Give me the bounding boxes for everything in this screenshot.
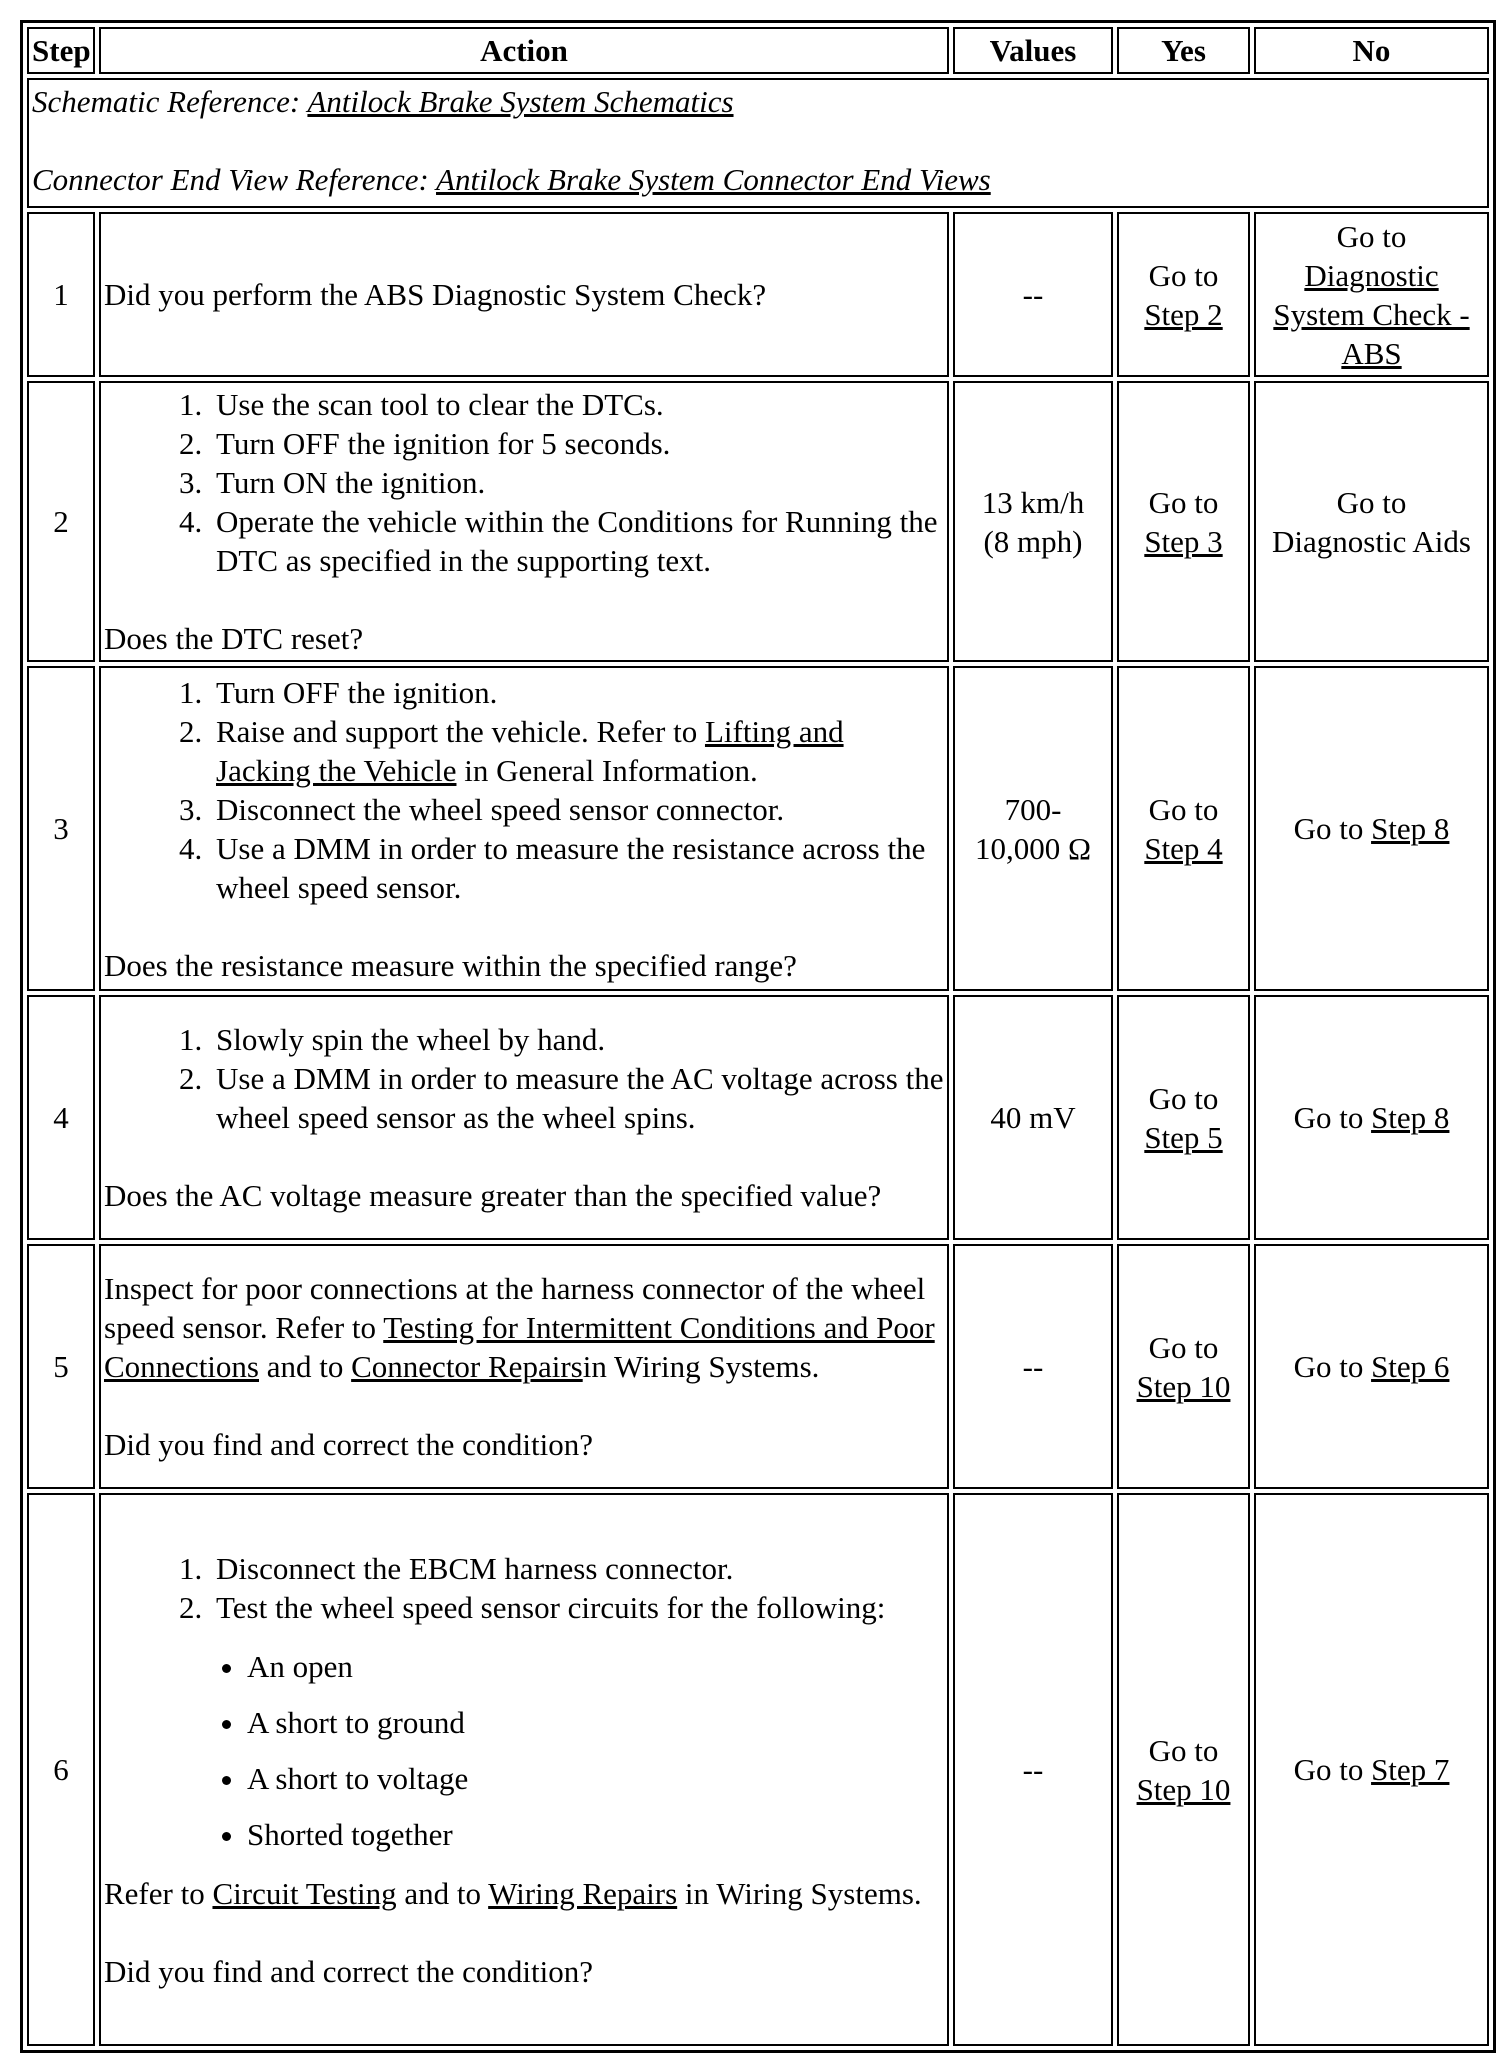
yes-link[interactable]: Step 3 xyxy=(1144,523,1223,559)
question: Does the DTC reset? xyxy=(104,621,364,656)
list-item xyxy=(210,712,944,790)
bullet-item: • An open xyxy=(247,1647,944,1686)
refer-text xyxy=(104,1874,944,1913)
yes-cell xyxy=(1117,1493,1250,2046)
value-line: 700- xyxy=(1004,791,1062,827)
action-steps-list xyxy=(104,1020,944,1137)
instruction-text-part: in Wiring Systems. xyxy=(582,1349,820,1384)
list-item: 3. Turn ON the ignition. xyxy=(210,463,944,502)
action-steps-list xyxy=(104,673,944,907)
intermittent-conditions-link[interactable]: Testing for Intermittent Conditions and Poor Connections xyxy=(104,1310,935,1384)
table-row-step-1 xyxy=(27,212,1489,377)
yes-cell xyxy=(1117,1244,1250,1489)
go-to-label: Go to xyxy=(1148,1329,1219,1365)
instruction-text-part: Inspect for poor connections at the harness connector of the wheel speed sensor. Refer to xyxy=(104,1271,926,1345)
action-cell xyxy=(99,666,949,991)
header-no: No xyxy=(1254,27,1489,74)
wiring-repairs-link[interactable]: Wiring Repairs xyxy=(488,1875,678,1911)
action-steps-list xyxy=(104,385,944,580)
go-to-label: Go to xyxy=(1336,484,1407,520)
go-to-label: Go to xyxy=(1148,1080,1219,1116)
bullet-list xyxy=(104,1647,944,1854)
yes-cell xyxy=(1117,995,1250,1240)
no-cell xyxy=(1254,995,1489,1240)
no-link[interactable]: Step 7 xyxy=(1371,1752,1450,1787)
value-cell: -- xyxy=(953,1493,1113,2046)
instruction-text-part: and to xyxy=(259,1349,352,1384)
list-item: 1. Turn OFF the ignition. xyxy=(210,673,944,712)
action-cell xyxy=(99,1244,949,1489)
schematic-reference xyxy=(32,82,1484,121)
step-number: 5 xyxy=(27,1244,95,1489)
header-action: Action xyxy=(99,27,949,74)
value-line: 13 km/h xyxy=(981,484,1085,520)
yes-link[interactable]: Step 10 xyxy=(1136,1368,1231,1404)
question: Did you find and correct the condition? xyxy=(104,1427,593,1462)
circuit-testing-link[interactable]: Circuit Testing xyxy=(212,1875,397,1911)
bullet-item: • A short to voltage xyxy=(247,1759,944,1798)
no-cell xyxy=(1254,1244,1489,1489)
header-row xyxy=(27,27,1489,74)
action-cell xyxy=(99,995,949,1240)
value-cell xyxy=(953,381,1113,662)
yes-link[interactable]: Step 2 xyxy=(1144,296,1223,332)
lifting-jacking-link[interactable]: Lifting and Jacking the Vehicle xyxy=(216,713,844,788)
go-to-label: Go to xyxy=(1148,484,1219,520)
list-item-text: in General Information. xyxy=(456,752,758,788)
value-line: 10,000 Ω xyxy=(974,830,1092,866)
instruction-text xyxy=(104,1269,944,1386)
diagnostic-table-wrapper xyxy=(20,20,1482,2053)
go-to-label: Go to xyxy=(1148,257,1219,293)
step-number: 3 xyxy=(27,666,95,991)
no-link[interactable]: Diagnostic System Check - ABS xyxy=(1273,257,1470,371)
bullet-item: • Shorted together xyxy=(247,1815,944,1854)
go-to-label: Go to xyxy=(1293,1752,1364,1787)
no-cell xyxy=(1254,1493,1489,2046)
action-cell xyxy=(99,212,949,377)
table-row-step-4 xyxy=(27,995,1489,1240)
reference-cell xyxy=(27,78,1489,208)
list-item: 1. Use the scan tool to clear the DTCs. xyxy=(210,385,944,424)
action-cell xyxy=(99,381,949,662)
question: Did you find and correct the condition? xyxy=(104,1953,593,1989)
no-cell xyxy=(1254,381,1489,662)
bullet-item: • A short to ground xyxy=(247,1703,944,1742)
no-target: Diagnostic Aids xyxy=(1272,523,1471,559)
header-yes: Yes xyxy=(1117,27,1250,74)
yes-link[interactable]: Step 4 xyxy=(1144,830,1223,866)
table-row-step-5 xyxy=(27,1244,1489,1489)
go-to-label: Go to xyxy=(1336,218,1407,254)
go-to-label: Go to xyxy=(1148,791,1219,827)
go-to-label: Go to xyxy=(1293,1349,1364,1384)
go-to-label: Go to xyxy=(1293,811,1364,846)
question: Does the resistance measure within the specified range? xyxy=(104,947,797,983)
action-cell xyxy=(99,1493,949,2046)
value-cell: -- xyxy=(953,1244,1113,1489)
go-to-label: Go to xyxy=(1148,1732,1219,1768)
list-item: 4. Operate the vehicle within the Conditions for Running the DTC as specified in the supporting text. xyxy=(210,502,944,580)
yes-link[interactable]: Step 10 xyxy=(1136,1771,1231,1807)
step-number: 4 xyxy=(27,995,95,1240)
yes-cell xyxy=(1117,666,1250,991)
value-cell xyxy=(953,666,1113,991)
list-item: 3. Disconnect the wheel speed sensor connector. xyxy=(210,790,944,829)
question: Did you perform the ABS Diagnostic System Check? xyxy=(104,277,767,312)
value-cell: -- xyxy=(953,212,1113,377)
step-number: 1 xyxy=(27,212,95,377)
connector-reference-label: Connector End View Reference: xyxy=(32,162,437,197)
refer-text-part: and to xyxy=(396,1875,489,1911)
value-line: (8 mph) xyxy=(983,523,1083,559)
no-link[interactable]: Step 8 xyxy=(1371,811,1450,846)
list-item: 2. Test the wheel speed sensor circuits for the following: xyxy=(210,1588,944,1627)
yes-cell xyxy=(1117,381,1250,662)
table-row-step-6 xyxy=(27,1493,1489,2046)
connector-reference xyxy=(32,160,1484,199)
no-cell xyxy=(1254,666,1489,991)
go-to-label: Go to xyxy=(1293,1100,1364,1135)
value-cell: 40 mV xyxy=(953,995,1113,1240)
connector-repairs-link[interactable]: Connector Repairs xyxy=(351,1349,583,1384)
action-steps-list xyxy=(104,1549,944,1627)
question: Does the AC voltage measure greater than the specified value? xyxy=(104,1178,882,1213)
no-link[interactable]: Step 8 xyxy=(1371,1100,1450,1135)
list-item: 2. Turn OFF the ignition for 5 seconds. xyxy=(210,424,944,463)
list-item-text: Raise and support the vehicle. Refer to xyxy=(216,713,705,749)
schematic-reference-link[interactable]: Antilock Brake System Schematics xyxy=(307,84,734,119)
list-item: 1. Disconnect the EBCM harness connector. xyxy=(210,1549,944,1588)
yes-cell xyxy=(1117,212,1250,377)
reference-row xyxy=(27,78,1489,208)
step-number: 6 xyxy=(27,1493,95,2046)
diagnostic-table xyxy=(20,20,1496,2053)
list-item: 2. Use a DMM in order to measure the AC voltage across the wheel speed sensor as the wheel spins. xyxy=(210,1059,944,1137)
header-step: Step xyxy=(27,27,95,74)
schematic-reference-label: Schematic Reference: xyxy=(32,84,308,119)
header-values: Values xyxy=(953,27,1113,74)
no-link[interactable]: Step 6 xyxy=(1371,1349,1450,1384)
refer-text-part: in Wiring Systems. xyxy=(677,1875,922,1911)
connector-reference-link[interactable]: Antilock Brake System Connector End Views xyxy=(436,162,991,197)
no-cell xyxy=(1254,212,1489,377)
list-item: 4. Use a DMM in order to measure the resistance across the wheel speed sensor. xyxy=(210,829,944,907)
list-item: 1. Slowly spin the wheel by hand. xyxy=(210,1020,944,1059)
yes-link[interactable]: Step 5 xyxy=(1144,1119,1223,1155)
table-row-step-2 xyxy=(27,381,1489,662)
table-row-step-3 xyxy=(27,666,1489,991)
step-number: 2 xyxy=(27,381,95,662)
refer-text-part: Refer to xyxy=(104,1875,213,1911)
